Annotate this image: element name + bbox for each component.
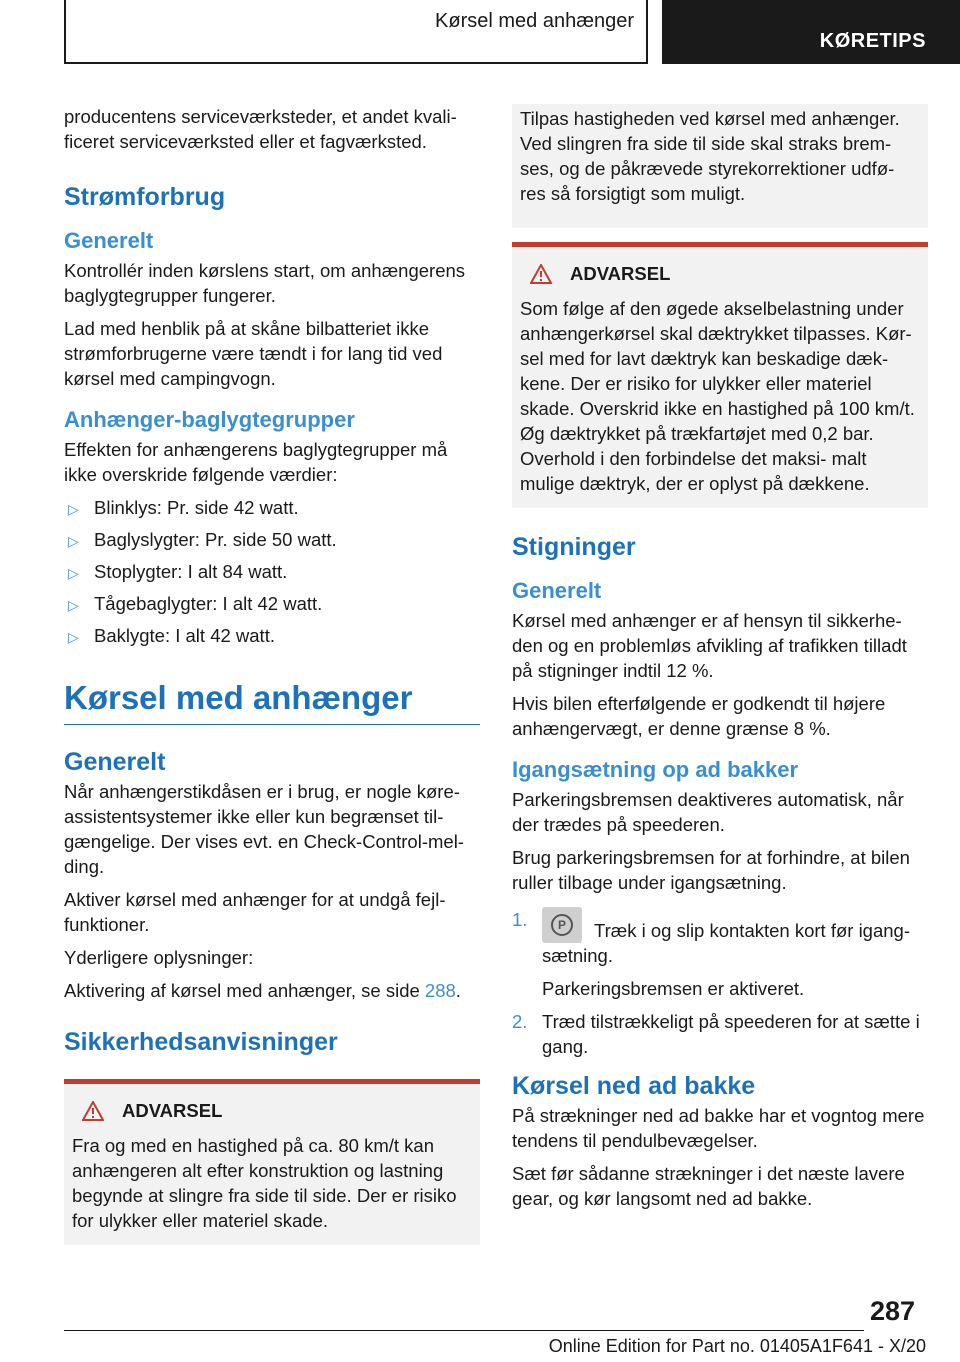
warning-triangle-icon [530, 264, 556, 290]
footer-divider [64, 1330, 864, 1331]
header-section-title: Kørsel med anhænger [435, 10, 634, 32]
warning-triangle-icon [82, 1101, 108, 1127]
paragraph: Aktiver kørsel med anhænger for at undgå fejl- funktioner. [64, 889, 446, 935]
paragraph: Når anhængerstikdåsen er i brug, er nogle køre- assistentsystemer ikke eller kun begrænset til- gængelige. Der vises evt. en Check-Control-mel- ding. [64, 781, 464, 877]
heading-stigninger: Stigninger [512, 533, 636, 561]
list-item: ▷ Blinklys: Pr. side 42 watt. [64, 495, 480, 520]
list-item: ▷ Baklygte: I alt 42 watt. [64, 623, 480, 648]
wattage-list [64, 495, 480, 648]
triangle-right-icon: ▷ [68, 629, 79, 645]
heading-generelt: Generelt [64, 748, 166, 776]
heading-baglygtegrupper: Anhænger-baglygtegrupper [64, 407, 355, 432]
triangle-right-icon: ▷ [68, 565, 79, 581]
warning-text: Fra og med en hastighed på ca. 80 km/t kan anhængeren alt efter konstruktion og lastning begynde at slingre fra side til side. Der er risiko for ulykker eller materiel skade. [72, 1135, 457, 1231]
heading-generelt: Generelt [512, 578, 602, 603]
heading-generelt: Generelt [64, 228, 154, 253]
step-number: 2. [512, 1011, 528, 1032]
list-item: ▷ Baglyslygter: Pr. side 50 watt. [64, 527, 480, 552]
intro-paragraph: producentens serviceværksteder, et andet kvali- ficeret serviceværksted eller et fagværksted. [64, 106, 457, 152]
heading-stromforbrug: Strømforbrug [64, 183, 226, 211]
page-link[interactable]: 288 [424, 980, 456, 1001]
triangle-right-icon: ▷ [68, 533, 79, 549]
triangle-right-icon: ▷ [68, 501, 79, 517]
paragraph: På strækninger ned ad bakke har et vogntog mere tendens til pendulbevægelser. [512, 1105, 925, 1151]
warning-text: Som følge af den øgede akselbelastning under anhængerkørsel skal dæktrykket tilpasses. Kør- sel med for lavt dæktryk kan beskadige dæk- kene. Der er risiko for ulykker eller materiel skade. Overskrid ikke en hastighed på 100 km/t. Øg dæktrykket på trækfartøjet med 0,2 bar. Overhold i den forbindelse det maksi- malt mulige dæktryk, der er oplyst på dækkene. [520, 298, 915, 494]
step-number: 1. [512, 909, 528, 930]
note-box [512, 104, 928, 228]
warning-title: ADVARSEL [122, 1100, 223, 1121]
right-column [512, 104, 928, 1219]
list-item: ▷ Stoplygter: I alt 84 watt. [64, 559, 480, 584]
page-number: 287 [870, 1296, 916, 1326]
paragraph: Sæt før sådanne strækninger i det næste lavere gear, og kør langsomt ned ad bakke. [512, 1163, 905, 1209]
header-section-tab [64, 0, 648, 64]
paragraph: Effekten for anhængerens baglygtegrupper må ikke overskride følgende værdier: [64, 439, 448, 485]
list-item: ▷ Tågebaglygter: I alt 42 watt. [64, 591, 480, 616]
paragraph: Parkeringsbremsen deaktiveres automatisk, når der trædes på speederen. [512, 789, 904, 835]
list-item: 1. P Træk i og slip kontakten kort før igang- sætning. Parkeringsbremsen er aktiveret. [512, 907, 928, 1001]
warning-box [64, 1079, 480, 1245]
paragraph: Lad med henblik på at skåne bilbatteriet ikke strømforbrugerne være tændt i for lang tid ved kørsel med campingvogn. [64, 318, 443, 389]
heading-sikkerhed: Sikkerhedsanvisninger [64, 1028, 338, 1056]
warning-box [512, 242, 928, 508]
header-chapter-title: KØRETIPS [819, 30, 926, 52]
header-chapter-tab [662, 0, 960, 64]
triangle-right-icon: ▷ [68, 597, 79, 613]
paragraph: Hvis bilen efterfølgende er godkendt til højere anhængervægt, er denne grænse 8 %. [512, 693, 886, 739]
step-result: Parkeringsbremsen er aktiveret. [542, 978, 805, 999]
heading-igangsaetning: Igangsætning op ad bakker [512, 757, 799, 782]
steps-list [512, 907, 928, 1059]
chapter-heading: Kørsel med anhænger [64, 676, 480, 725]
paragraph: Kørsel med anhænger er af hensyn til sikkerhe- den og en problemløs afvikling af trafikken tilladt på stigninger indtil 12 %. [512, 610, 907, 681]
heading-ned-ad-bakke: Kørsel ned ad bakke [512, 1072, 756, 1100]
left-column [64, 104, 480, 1245]
paragraph: Brug parkeringsbremsen for at forhindre, at bilen ruller tilbage under igangsætning. [512, 847, 910, 893]
paragraph: Kontrollér inden kørslens start, om anhængerens baglygtegrupper fungerer. [64, 260, 466, 306]
parking-brake-icon: P [542, 907, 582, 943]
footer-edition: Online Edition for Part no. 01405A1F641 - X/20 [548, 1336, 926, 1356]
warning-title: ADVARSEL [570, 263, 671, 284]
paragraph: Yderligere oplysninger: [64, 947, 254, 968]
paragraph-with-link: Aktivering af kørsel med anhænger, se side 288. [64, 980, 461, 1001]
list-item: 2. Træd tilstrækkeligt på speederen for at sætte i gang. [512, 1011, 920, 1057]
note-text: Tilpas hastigheden ved kørsel med anhænger. Ved slingren fra side til side skal straks brem- ses, og de påkrævede styrekorrektioner udfø- res så forsigtigt som muligt. [520, 108, 900, 204]
